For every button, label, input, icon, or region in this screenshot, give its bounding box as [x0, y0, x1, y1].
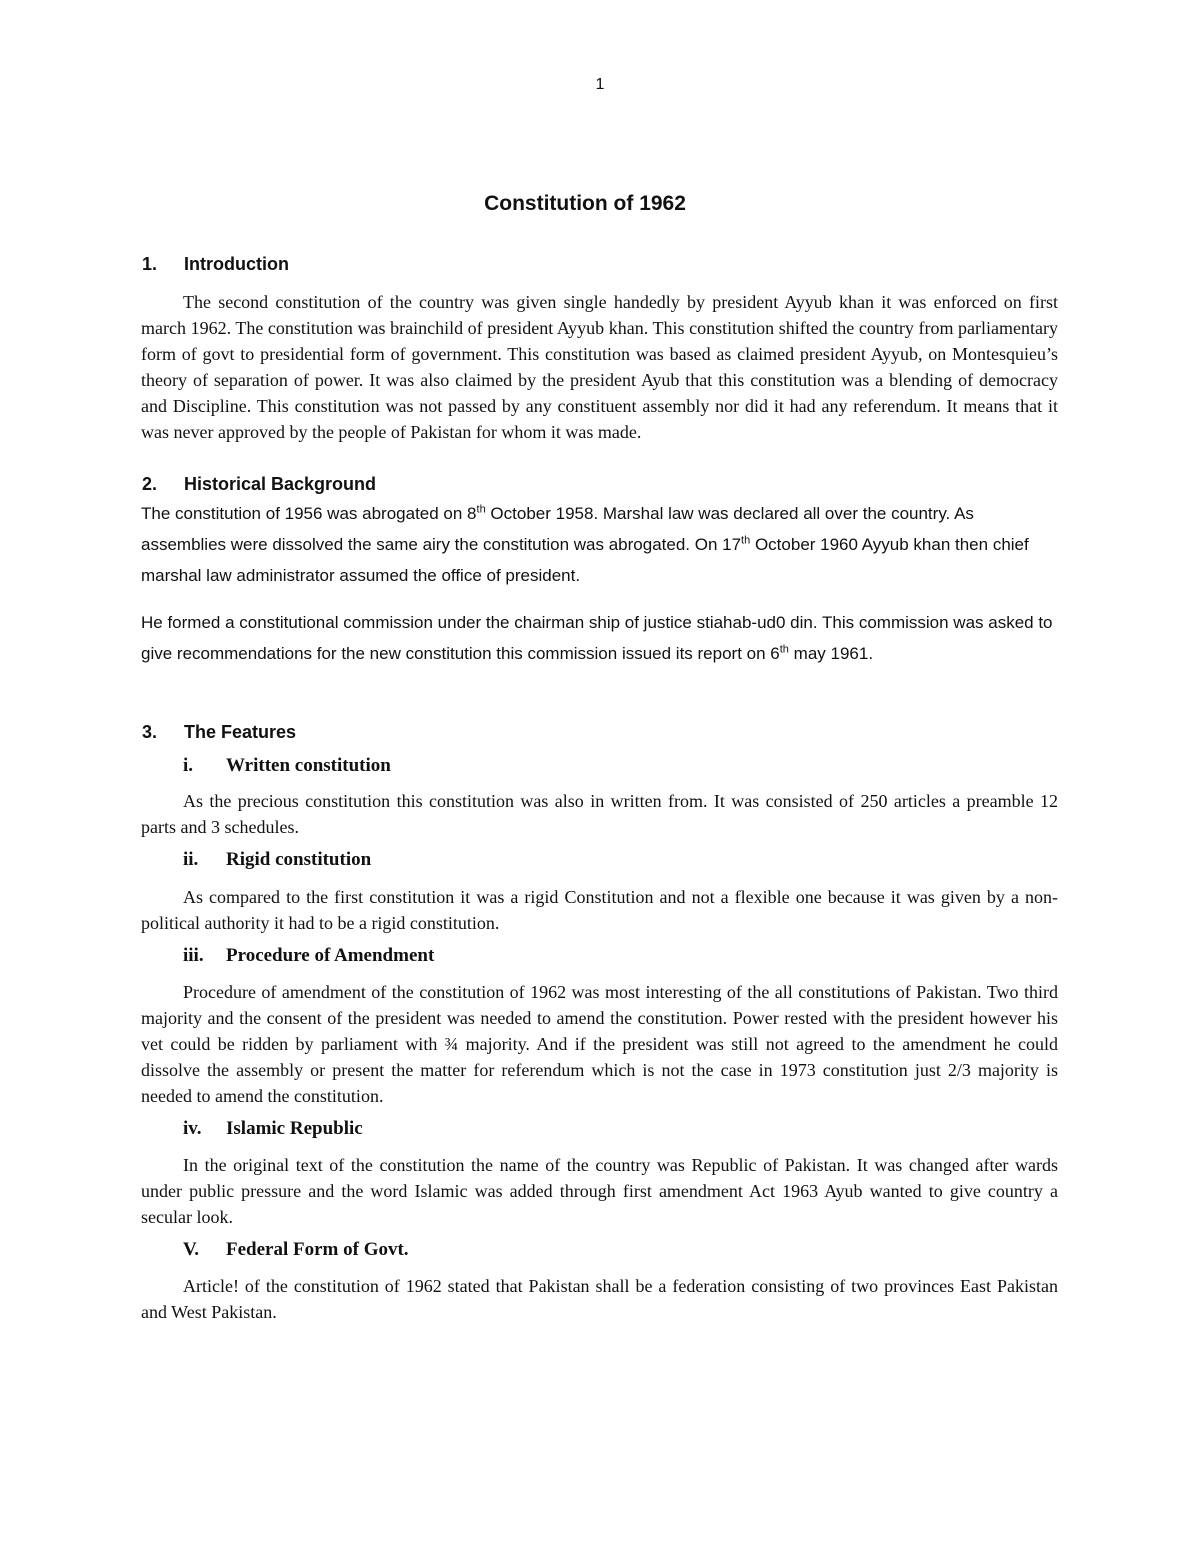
document-title: Constitution of 1962 — [484, 192, 686, 215]
introduction-text: The second constitution of the country was given single handedly by president Ayyub khan it was enforced on first march 1962. The constitution was brainchild of president Ayyub khan. This constitution shifted the country from parliamentary form of govt to presidential form of government. This constitution was based as claimed president Ayyub, on Montesquieu’s theory of separation of power. It was also claimed by the president Ayub that this constitution was a blending of democracy and Discipline. This constitution was not passed by any constituent assembly nor did it had any referendum. It means that it was never approved by the people of Pakistan for whom it was made. — [141, 292, 1058, 442]
subsection-text: In the original text of the constitution the name of the country was Republic of Pakistan. It was changed after wards under public pressure and the word Islamic was added through first amendment Act 1963 Ayub wanted to give country a secular look. — [141, 1155, 1058, 1227]
subsection-text: As compared to the first constitution it was a rigid Constitution and not a flexible one because it was given by a non-political authority it had to be a rigid constitution. — [141, 887, 1058, 933]
subsection-paragraph — [141, 788, 1058, 840]
subsection-heading — [183, 1239, 409, 1261]
subsection-heading — [183, 755, 391, 777]
introduction-paragraph — [141, 289, 1058, 445]
section-title: The Features — [184, 722, 297, 742]
subsection-number: iv. — [183, 1118, 202, 1139]
subsection-title: Rigid constitution — [226, 849, 372, 870]
subsection-paragraph — [141, 1273, 1058, 1325]
subsection-heading — [183, 849, 371, 871]
section-heading-introduction — [142, 254, 289, 275]
subsection-number: i. — [183, 755, 194, 776]
subsection-title: Islamic Republic — [226, 1118, 363, 1139]
subsection-paragraph — [141, 979, 1058, 1109]
historical-paragraph-1 — [141, 498, 1058, 591]
subsection-heading — [183, 945, 434, 967]
subsection-text: As the precious constitution this constitution was also in written from. It was consisted of 250 articles a preamble 12 parts and 3 schedules. — [141, 791, 1058, 837]
subsection-title: Procedure of Amendment — [226, 945, 435, 966]
historical-text-part: He formed a constitutional commission under the chairman ship of justice stiahab-ud0 din. This commission was asked to give recommendations for the new constitution this commission issued its report on 6 — [141, 613, 1053, 663]
ordinal-suffix: th — [741, 534, 751, 547]
ordinal-suffix: th — [779, 643, 789, 656]
section-title: Introduction — [184, 254, 289, 274]
subsection-text: Procedure of amendment of the constitution of 1962 was most interesting of the all constitutions of Pakistan. Two third majority and the consent of the president was needed to amend the constitution. Power rested with the president however his vet could be ridden by parliament with ¾ majority. And if the president was still not agreed to the amendment he could dissolve the assembly or present the matter for referendum which is not the case in 1973 constitution just 2/3 majority is needed to amend the constitution. — [141, 982, 1058, 1106]
subsection-number: ii. — [183, 849, 199, 870]
section-heading-historical — [142, 474, 376, 495]
historical-text-part: October 1960 Ayyub khan then chief marshal law administrator assumed the office of president. — [141, 535, 1029, 585]
subsection-heading — [183, 1118, 363, 1140]
ordinal-suffix: th — [476, 503, 486, 516]
subsection-paragraph — [141, 884, 1058, 936]
historical-paragraph-2 — [141, 607, 1058, 669]
subsection-text: Article! of the constitution of 1962 stated that Pakistan shall be a federation consisting of two provinces East Pakistan and West Pakistan. — [141, 1276, 1058, 1322]
page-number: 1 — [595, 76, 605, 93]
historical-text-part: The constitution of 1956 was abrogated on 8 — [141, 504, 477, 523]
section-number: 2. — [142, 474, 158, 494]
subsection-paragraph — [141, 1152, 1058, 1230]
subsection-title: Federal Form of Govt. — [226, 1239, 409, 1260]
section-heading-features — [142, 722, 296, 743]
section-title: Historical Background — [184, 474, 377, 494]
subsection-title: Written constitution — [226, 755, 391, 776]
section-number: 3. — [142, 722, 158, 742]
subsection-number: iii. — [183, 945, 204, 966]
historical-text-part: may 1961. — [788, 644, 874, 663]
section-number: 1. — [142, 254, 158, 274]
historical-text-part: October 1958. Marshal law was declared all over the country. As assemblies were dissolved the same airy the constitution was abrogated. On 17 — [141, 504, 974, 554]
subsection-number: V. — [183, 1239, 200, 1260]
